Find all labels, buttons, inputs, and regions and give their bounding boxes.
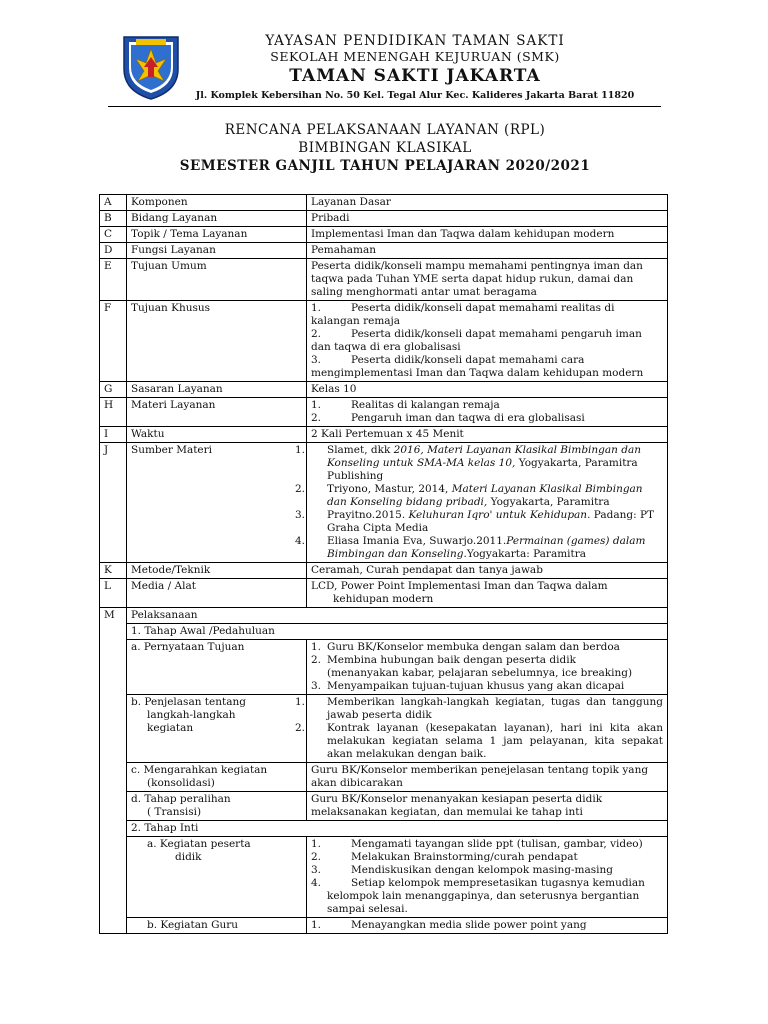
document-title — [100, 121, 670, 175]
row-label: Metode/Teknik — [127, 563, 307, 579]
list-item-cont: (menanyakan kabar, pelajaran sebelumnya, ice breaking) — [327, 667, 633, 679]
row-value: Kelas 10 — [307, 382, 668, 398]
table-row — [100, 259, 668, 301]
row-value: 2 Kali Pertemuan x 45 Menit — [307, 427, 668, 443]
sub-label: d. Tahap peralihan ( Transisi) — [127, 792, 307, 821]
title-line-2: BIMBINGAN KLASIKAL — [298, 140, 472, 156]
rpl-table — [99, 194, 668, 934]
row-label: Pelaksanaan — [127, 608, 668, 624]
school-type: SEKOLAH MENENGAH KEJURUAN (SMK) — [270, 49, 560, 64]
list-item: 1. Realitas di kalangan remaja — [311, 399, 500, 411]
table-row — [100, 227, 668, 243]
row-value — [295, 443, 668, 563]
table-row — [100, 427, 668, 443]
row-key: L — [100, 579, 127, 608]
sub-label: c. Mengarahkan kegiatan (konsolidasi) — [127, 763, 307, 792]
sub-value — [307, 918, 668, 934]
row-label: Materi Layanan — [127, 398, 307, 427]
list-item: 2. Pengaruh iman dan taqwa di era globalisasi — [311, 412, 585, 424]
list-item: 4. Setiap kelompok mempresetasikan tugasnya kemudian — [311, 877, 645, 889]
list-item-cont: kalangan remaja — [311, 315, 401, 327]
school-address: Jl. Komplek Kebersihan No. 50 Kel. Tegal Alur Kec. Kalideres Jakarta Barat 11820 — [195, 90, 635, 101]
list-item: 1. Memberikan langkah-langkah kegiatan, tugas dan tanggung jawab peserta didik — [295, 696, 663, 721]
row-key: J — [100, 443, 127, 563]
row-key: E — [100, 259, 127, 301]
row-key: D — [100, 243, 127, 259]
row-value: Pribadi — [307, 211, 668, 227]
list-item: 1. Guru BK/Konselor membuka dengan salam dan berdoa — [311, 641, 620, 653]
table-row — [100, 443, 668, 563]
sub-value: Guru BK/Konselor memberikan penejelasan tentang topik yang akan dibicarakan — [307, 763, 668, 792]
sub-label: b. Kegiatan Guru — [127, 918, 307, 934]
table-row — [100, 837, 668, 918]
sub-label: a. Kegiatan peserta didik — [127, 837, 307, 918]
row-label: Media / Alat — [127, 579, 307, 608]
row-label: Topik / Tema Layanan — [127, 227, 307, 243]
sub-value — [307, 837, 668, 918]
list-item: 2. Membina hubungan baik dengan peserta didik — [311, 654, 576, 666]
row-label: Bidang Layanan — [127, 211, 307, 227]
table-row — [100, 918, 668, 934]
row-key: H — [100, 398, 127, 427]
table-row — [100, 382, 668, 398]
table-row — [100, 563, 668, 579]
table-row — [100, 624, 668, 640]
table-row — [100, 398, 668, 427]
list-item: 2. Triyono, Mastur, 2014, Materi Layanan Klasikal Bimbingan dan Konseling bidang pribadi, Yogyakarta, Paramitra — [295, 483, 643, 508]
table-row — [100, 608, 668, 624]
row-key: C — [100, 227, 127, 243]
row-label: Komponen — [127, 195, 307, 211]
row-value: Ceramah, Curah pendapat dan tanya jawab — [307, 563, 668, 579]
stage-heading: 1. Tahap Awal /Pedahuluan — [127, 624, 668, 640]
sub-value — [307, 640, 668, 695]
table-row — [100, 243, 668, 259]
media-text-cont: kehidupan modern — [333, 593, 434, 605]
row-key: A — [100, 195, 127, 211]
row-value — [307, 579, 668, 608]
table-row — [100, 821, 668, 837]
title-line-1: RENCANA PELAKSANAAN LAYANAN (RPL) — [224, 122, 546, 138]
row-key: F — [100, 301, 127, 382]
list-item: 3. Peserta didik/konseli dapat memahami cara — [311, 354, 585, 366]
list-item: 1. Peserta didik/konseli dapat memahami realitas di — [311, 302, 615, 314]
list-item-cont: mengimplementasi Iman dan Taqwa dalam kehidupan modern — [311, 367, 644, 379]
table-row — [100, 640, 668, 695]
row-label: Waktu — [127, 427, 307, 443]
row-value: Pemahaman — [307, 243, 668, 259]
row-label: Sasaran Layanan — [127, 382, 307, 398]
foundation-name: YAYASAN PENDIDIKAN TAMAN SAKTI — [265, 33, 565, 49]
row-label: Sumber Materi — [127, 443, 307, 563]
table-row — [100, 792, 668, 821]
sub-label: b. Penjelasan tentang langkah-langkah kegiatan — [127, 695, 307, 763]
list-item: 3. Prayitno.2015. Keluhuran Iqro' untuk Kehidupan. Padang: PT Graha Cipta Media — [295, 509, 655, 534]
list-item: 3. Menyampaikan tujuan-tujuan khusus yang akan dicapai — [311, 680, 625, 692]
media-text: LCD, Power Point Implementasi Iman dan Taqwa dalam — [311, 580, 608, 592]
row-value — [307, 398, 668, 427]
row-key: I — [100, 427, 127, 443]
list-item: 2. Kontrak layanan (kesepakatan layanan), hari ini kita akan melakukan kegiatan selama 1 jam pelayanan, kita sepakat akan melakukan dengan baik. — [295, 722, 663, 760]
row-key: K — [100, 563, 127, 579]
list-item: 2. Peserta didik/konseli dapat memahami pengaruh iman — [311, 328, 642, 340]
letterhead — [190, 33, 640, 103]
list-item: 3. Mendiskusikan dengan kelompok masing-masing — [311, 864, 613, 876]
sub-label: a. Pernyataan Tujuan — [127, 640, 307, 695]
list-item: 1. Mengamati tayangan slide ppt (tulisan, gambar, video) — [311, 838, 643, 850]
list-item-cont: dan taqwa di era globalisasi — [311, 341, 461, 353]
row-value: Implementasi Iman dan Taqwa dalam kehidupan modern — [307, 227, 668, 243]
school-name: TAMAN SAKTI JAKARTA — [289, 66, 541, 86]
row-label: Tujuan Umum — [127, 259, 307, 301]
row-key: B — [100, 211, 127, 227]
row-key: M — [100, 608, 127, 934]
table-row — [100, 301, 668, 382]
school-crest-icon — [120, 33, 182, 101]
stage-heading: 2. Tahap Inti — [127, 821, 668, 837]
list-item: 2. Melakukan Brainstorming/curah pendapat — [311, 851, 578, 863]
list-item: 1. Menayangkan media slide power point yang — [311, 919, 587, 931]
sub-value — [295, 695, 668, 763]
list-item: 1. Slamet, dkk 2016, Materi Layanan Klasikal Bimbingan dan Konseling untuk SMA-MA kelas 10, Yogyakarta, Paramitra Publishing — [295, 444, 642, 482]
table-row — [100, 695, 668, 763]
row-key: G — [100, 382, 127, 398]
row-label: Tujuan Khusus — [127, 301, 307, 382]
title-line-3: SEMESTER GANJIL TAHUN PELAJARAN 2020/2021 — [179, 158, 591, 174]
row-value — [307, 301, 668, 382]
list-item: 4. Eliasa Imania Eva, Suwarjo.2011.Permainan (games) dalam Bimbingan dan Konseling.Yogyakarta: Paramitra — [295, 535, 646, 560]
row-value: Peserta didik/konseli mampu memahami pentingnya iman dan taqwa pada Tuhan YME serta dapat hidup rukun, damai dan saling menghormati antar umat beragama — [307, 259, 668, 301]
sub-value: Guru BK/Konselor menanyakan kesiapan peserta didik melaksanakan kegiatan, dan memulai ke tahap inti — [307, 792, 668, 821]
table-row — [100, 763, 668, 792]
letterhead-divider — [108, 106, 661, 107]
table-row — [100, 211, 668, 227]
list-item-cont: kelompok lain menanggapinya, dan seterusnya bergantian sampai selesai. — [327, 890, 640, 915]
row-value: Layanan Dasar — [307, 195, 668, 211]
table-row — [100, 195, 668, 211]
row-label: Fungsi Layanan — [127, 243, 307, 259]
table-row — [100, 579, 668, 608]
